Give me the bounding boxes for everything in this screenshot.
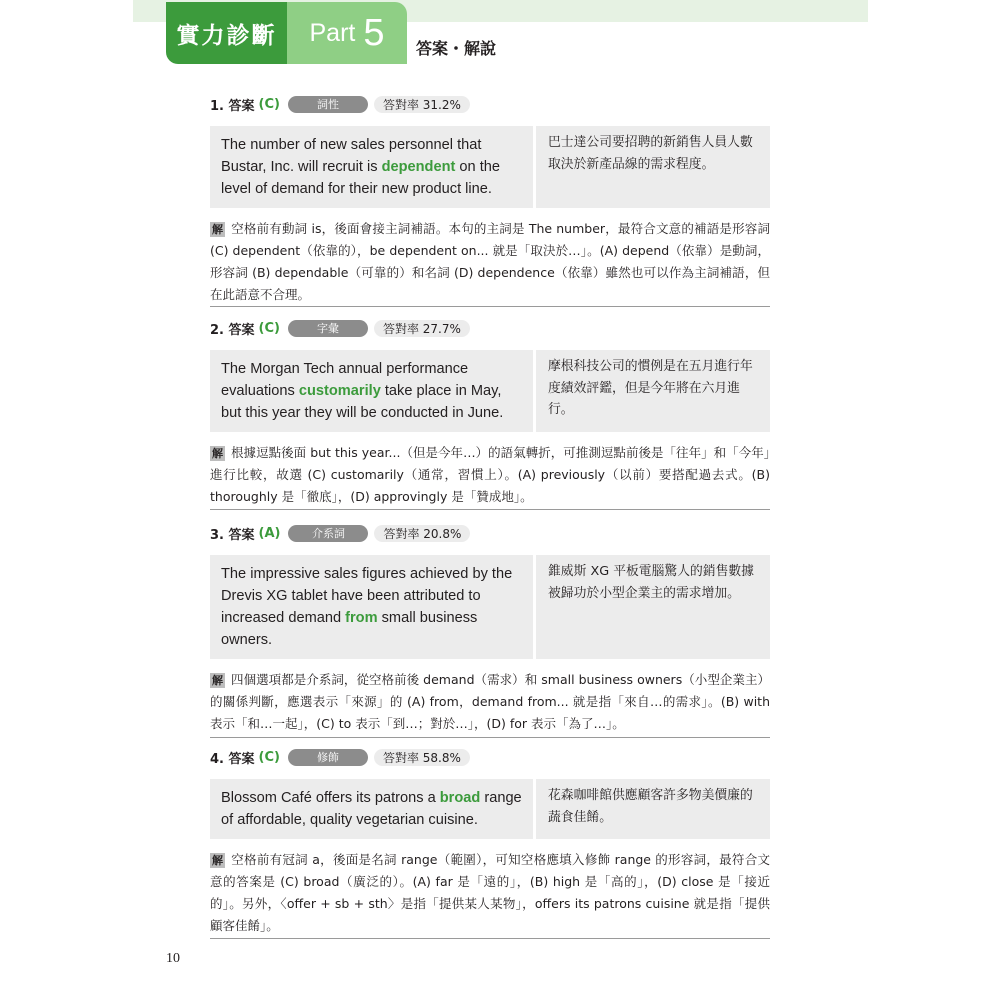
sentence-part: The number of new sales personnel that Bustar, Inc. will recruit is xyxy=(221,137,482,175)
divider xyxy=(210,737,770,738)
explanation-label: 解 xyxy=(212,447,223,460)
category-tag: 介系詞 xyxy=(288,525,368,542)
answer-letter: (C) xyxy=(258,320,280,336)
correct-rate: 答對率 31.2% xyxy=(374,96,470,113)
answer-keyword: broad xyxy=(439,790,481,806)
english-sentence xyxy=(210,350,536,432)
question-number: 3. 答案 xyxy=(210,527,255,543)
correct-rate: 答對率 58.8% xyxy=(374,749,470,766)
divider xyxy=(210,938,770,939)
sentence-part: Blossom Café offers its patrons a xyxy=(221,790,440,806)
question-4 xyxy=(210,747,770,937)
explanation xyxy=(210,218,770,306)
question-number: 2. 答案 xyxy=(210,322,255,338)
chinese-translation: 巴士達公司要招聘的新銷售人員人數取決於新產品線的需求程度。 xyxy=(548,135,753,172)
sentence-part: The Morgan Tech annual performance evaluations xyxy=(221,361,469,399)
explanation-text: 空格前有冠詞 a，後面是名詞 range（範圍），可知空格應填入修飾 range 的形容詞，最符合文意的答案是 (C) broad（廣泛的）。(A) far 是「遠的」，(B) high 是「高的」，(D) close 是「接近的」。另外，〈offer + sb + sth〉是指「提供某人某物」，offers its patrons cuisine 就是指「提供顧客佳餚」。 xyxy=(210,852,770,933)
explanation-label: 解 xyxy=(212,674,223,687)
divider xyxy=(210,306,770,307)
english-sentence xyxy=(210,555,536,659)
page-title: 答案・解說 xyxy=(416,39,497,58)
question-header xyxy=(210,94,770,114)
part-number: 5 xyxy=(363,11,385,54)
english-sentence xyxy=(210,779,536,839)
answer-letter: (C) xyxy=(258,749,280,765)
explanation-text: 四個選項都是介系詞，從空格前後 demand（需求）和 small business owners（小型企業主）的關係判斷，應選表示「來源」的 (A) from，demand from... 就是指「來自…的需求」。(B) with 表示「和…一起」，(C) to 表示「到…；對於…」，(D) for 表示「為了…」。 xyxy=(210,672,770,731)
question-header xyxy=(210,318,770,338)
chinese-translation: 摩根科技公司的慣例是在五月進行年度績效評鑑，但是今年將在六月進行。 xyxy=(548,359,753,417)
explanation-text: 根據逗點後面 but this year...（但是今年…）的語氣轉折，可推測逗點前後是「往年」和「今年」進行比較，故選 (C) customarily（通常，習慣上）。(A) previously（以前）要搭配過去式。(B) thoroughly 是「徹底」，(D) approvingly 是「贊成地」。 xyxy=(210,445,770,504)
chinese-translation: 錐威斯 XG 平板電腦驚人的銷售數據被歸功於小型企業主的需求增加。 xyxy=(548,564,754,601)
sentence-part: take place in May, but this year they will be conducted in June. xyxy=(221,383,504,421)
explanation-label: 解 xyxy=(212,223,223,236)
part-text: Part xyxy=(309,18,356,47)
divider xyxy=(210,509,770,510)
correct-rate: 答對率 27.7% xyxy=(374,320,470,337)
answer-letter: (C) xyxy=(258,96,280,112)
sentence-box xyxy=(210,350,770,432)
question-number: 1. 答案 xyxy=(210,98,255,114)
sentence-part: small business owners. xyxy=(221,610,478,648)
question-header xyxy=(210,523,770,543)
question-3 xyxy=(210,523,770,735)
section-text: 實力診斷 xyxy=(176,22,277,49)
sentence-part: The impressive sales figures achieved by the Drevis XG tablet have been attributed to increased demand xyxy=(221,566,513,626)
sentence-box xyxy=(210,555,770,659)
chinese-translation: 花森咖啡館供應顧客許多物美價廉的蔬食佳餚。 xyxy=(548,788,753,825)
question-header xyxy=(210,747,770,767)
explanation-label: 解 xyxy=(212,854,223,867)
sentence-box xyxy=(210,126,770,208)
page-number: 10 xyxy=(166,951,180,966)
answer-keyword: dependent xyxy=(381,159,456,175)
question-2 xyxy=(210,318,770,508)
category-tag: 修飾 xyxy=(288,749,368,766)
correct-rate: 答對率 20.8% xyxy=(374,525,470,542)
answer-letter: (A) xyxy=(258,525,281,541)
category-tag: 詞性 xyxy=(288,96,368,113)
answer-keyword: customarily xyxy=(298,383,381,399)
question-1 xyxy=(210,94,770,306)
sentence-part: range of affordable, quality vegetarian cuisine. xyxy=(221,790,522,828)
category-tag: 字彙 xyxy=(288,320,368,337)
part-label xyxy=(287,2,407,64)
explanation xyxy=(210,669,770,735)
sentence-part: on the level of demand for their new product line. xyxy=(221,159,500,197)
english-sentence xyxy=(210,126,536,208)
answer-keyword: from xyxy=(345,610,378,626)
question-number: 4. 答案 xyxy=(210,751,255,767)
section-label xyxy=(166,2,287,64)
explanation xyxy=(210,849,770,937)
explanation-text: 空格前有動詞 is，後面會接主詞補語。本句的主詞是 The number，最符合文意的補語是形容詞 (C) dependent（依靠的），be dependent on... 就是「取決於…」。(A) depend（依靠）是動詞，形容詞 (B) dependable（可靠的）和名詞 (D) dependence（依靠）雖然也可以作為主詞補語，但在此語意不合理。 xyxy=(210,221,770,302)
explanation xyxy=(210,442,770,508)
sentence-box xyxy=(210,779,770,839)
